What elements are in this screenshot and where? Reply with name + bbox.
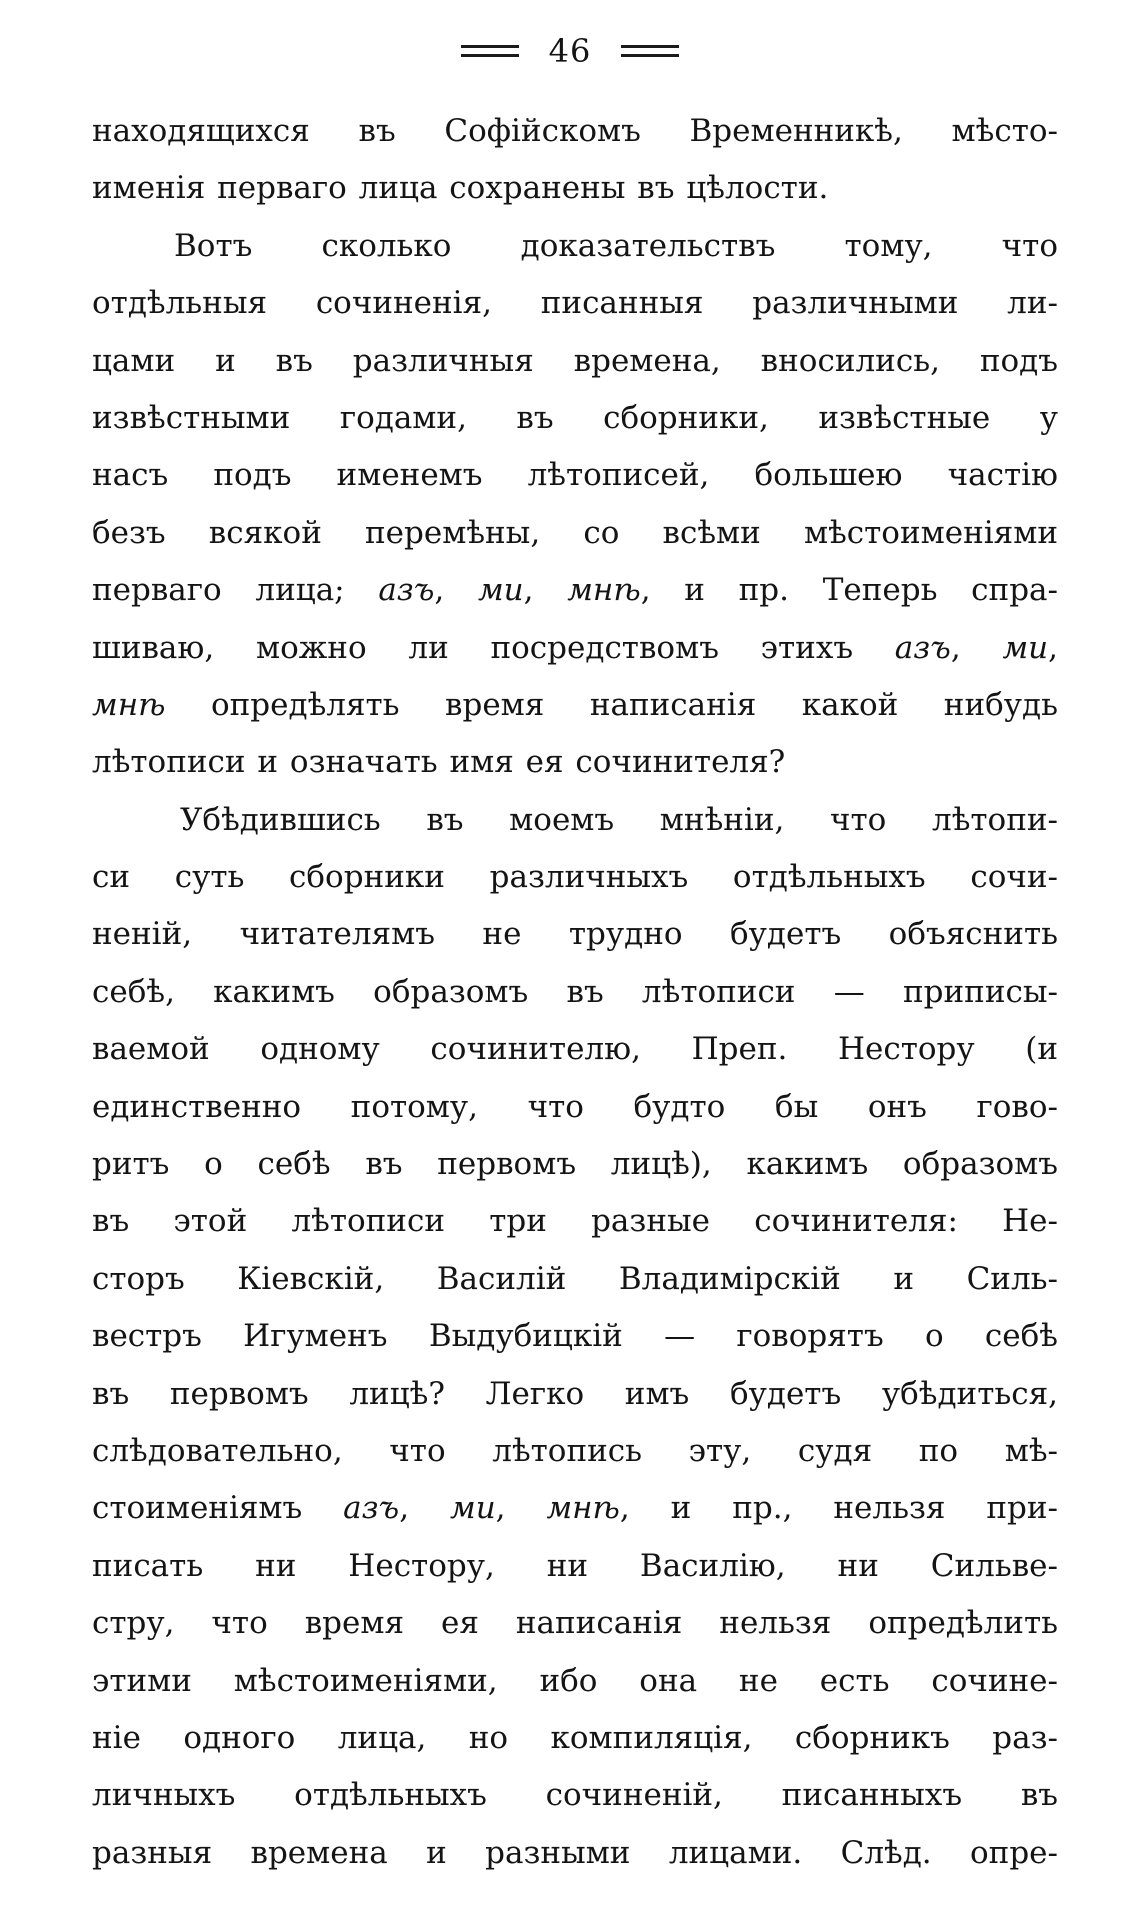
text-line: находящихся въ Софійскомъ Временникѣ, мѣсто- xyxy=(92,113,1058,149)
text-line: именія перваго лица сохранены въ цѣлости. xyxy=(92,170,829,207)
text-line: си суть сборники различныхъ отдѣльныхъ сочи- xyxy=(92,859,1058,896)
text-line: насъ подъ именемъ лѣтописей, большею частію xyxy=(92,457,1058,494)
text-line: перваго лица; азъ, ми, мнѣ, и пр. Теперь спра- xyxy=(92,572,1058,609)
text-line: Вотъ сколько доказательствъ тому, что xyxy=(174,227,1058,264)
text-line: въ первомъ лицѣ? Легко имъ будетъ убѣдиться, xyxy=(92,1375,1058,1412)
text-line: извѣстными годами, въ сборники, извѣстные у xyxy=(92,399,1058,436)
text-line: стру, что время ея написанія нельзя опредѣлить xyxy=(92,1605,1058,1642)
text-line: этими мѣстоименіями, ибо она не есть сочине- xyxy=(92,1662,1058,1699)
text-line: неній, читателямъ не трудно будетъ объяснить xyxy=(92,916,1058,953)
text-line: отдѣльныя сочиненія, писанныя различными ли- xyxy=(92,285,1058,322)
text-line: себѣ, какимъ образомъ въ лѣтописи — приписы- xyxy=(92,973,1058,1010)
text-line: слѣдовательно, что лѣтопись эту, судя по мѣ- xyxy=(92,1432,1058,1469)
text-line: разныя времена и разными лицами. Слѣд. опре- xyxy=(92,1834,1058,1871)
text-line: личныхъ отдѣльныхъ сочиненій, писанныхъ въ xyxy=(92,1777,1058,1814)
text-line: ваемой одному сочинителю, Преп. Нестору (и xyxy=(92,1031,1058,1068)
text-line: Убѣдившись въ моемъ мнѣніи, что лѣтопи- xyxy=(180,801,1058,838)
page-header xyxy=(0,26,1140,76)
body-text xyxy=(92,103,1058,1882)
text-line: шиваю, можно ли посредствомъ этихъ азъ, ми, xyxy=(92,629,1058,666)
text-line: мнѣ опредѣлять время написанія какой нибудь xyxy=(92,686,1058,723)
text-line: вестръ Игуменъ Выдубицкій — говорятъ о себѣ xyxy=(92,1318,1058,1355)
text-line: единственно потому, что будто бы онъ гово- xyxy=(92,1088,1058,1125)
text-line: писать ни Нестору, ни Василію, ни Сильве- xyxy=(92,1547,1058,1584)
text-line: сторъ Кіевскій, Василій Владимірскій и Силь- xyxy=(92,1260,1058,1297)
text-line: стоименіямъ азъ, ми, мнѣ, и пр., нельзя при- xyxy=(92,1490,1058,1527)
text-line: ритъ о себѣ въ первомъ лицѣ), какимъ образомъ xyxy=(92,1146,1058,1183)
page-number: 46 xyxy=(548,32,592,70)
text-line: ніе одного лица, но компиляція, сборникъ раз- xyxy=(92,1719,1058,1756)
text-line: лѣтописи и означать имя ея сочинителя? xyxy=(92,744,786,781)
header-rule-left xyxy=(461,45,519,57)
text-line: безъ всякой перемѣны, со всѣми мѣстоименіями xyxy=(92,514,1058,551)
header-rule-right xyxy=(621,45,679,57)
text-line: въ этой лѣтописи три разные сочинителя: Не- xyxy=(92,1203,1058,1240)
text-line: цами и въ различныя времена, вносились, подъ xyxy=(92,342,1058,379)
